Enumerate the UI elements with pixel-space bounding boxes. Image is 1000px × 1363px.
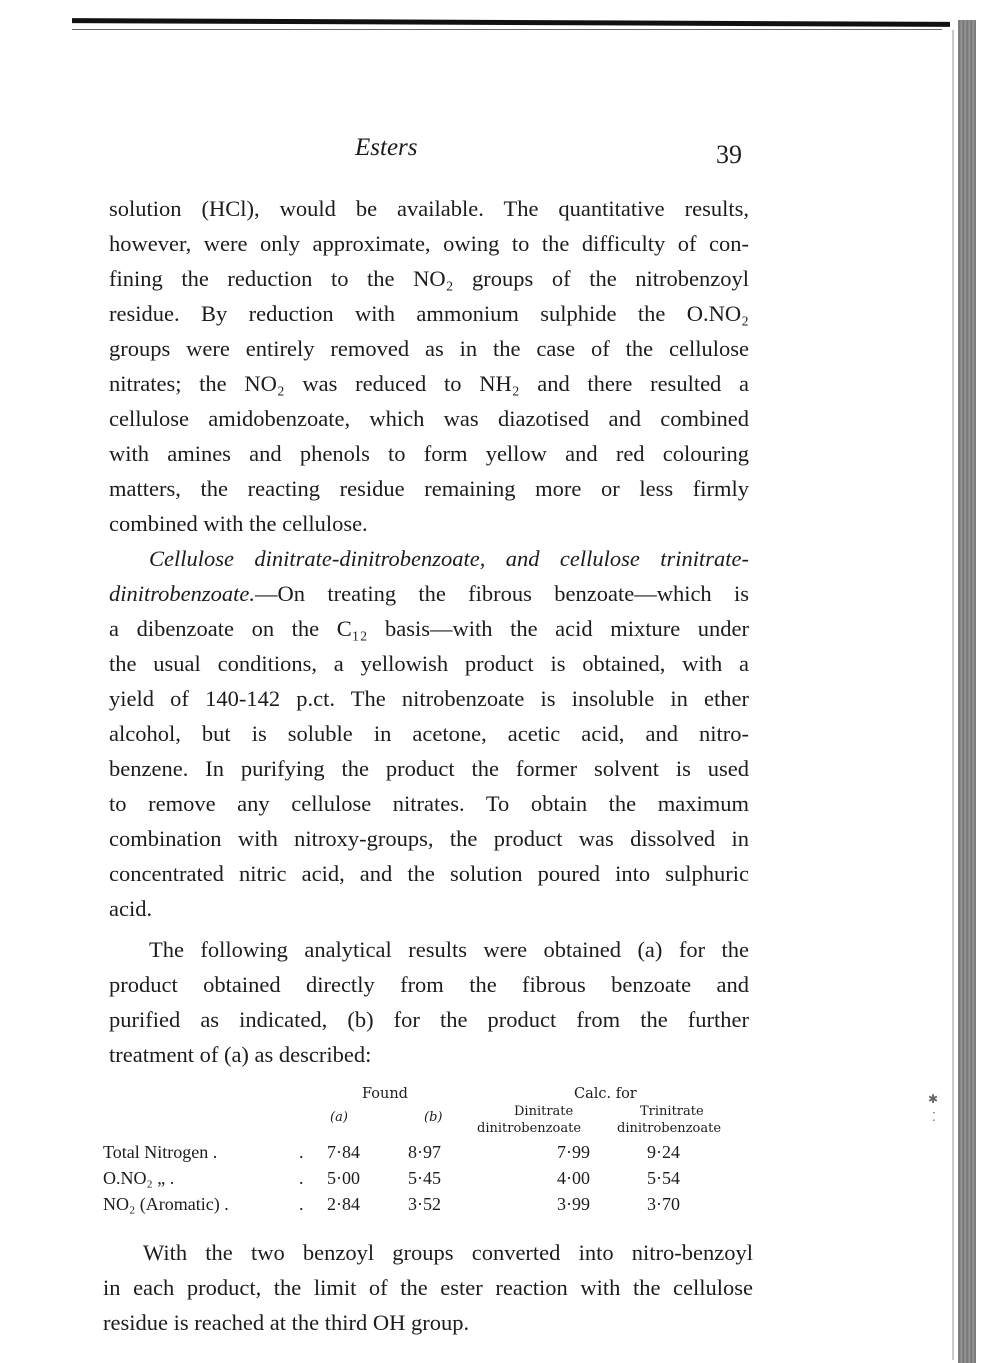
calc-header: Calc. for bbox=[574, 1086, 637, 1102]
scan-speck: ✱ bbox=[928, 1092, 939, 1106]
text-line: With the two benzoyl groups converted into nitro-benzoyl bbox=[143, 1240, 753, 1265]
found-header: Found bbox=[362, 1086, 408, 1102]
value-c: 4·00 bbox=[557, 1168, 590, 1188]
book-spine bbox=[958, 20, 976, 1363]
value-d: 3·70 bbox=[647, 1194, 680, 1214]
paragraph-2 bbox=[109, 541, 749, 926]
value-d: 9·24 bbox=[647, 1142, 680, 1162]
page-number: 39 bbox=[716, 140, 742, 169]
text-line: to remove any cellulose nitrates. To obtain the maximum bbox=[109, 791, 749, 816]
text-line: fining the reduction to the NO₂ groups of the nitrobenzoyl bbox=[109, 266, 749, 291]
text-line: alcohol, but is soluble in acetone, acetic acid, and nitro- bbox=[109, 721, 749, 746]
column-a-header: (a) bbox=[330, 1110, 348, 1125]
section-heading: Cellulose dinitrate-dinitrobenzoate, and cellulose trinitrate- bbox=[149, 546, 749, 571]
row-label: NO₂ (Aromatic) . bbox=[103, 1194, 229, 1214]
paragraph-1 bbox=[109, 191, 749, 541]
column-c-subheader: dinitrobenzoate bbox=[477, 1121, 582, 1136]
value-c: 7·99 bbox=[557, 1142, 590, 1162]
column-d-header: Trinitrate bbox=[640, 1104, 704, 1119]
column-c-header: Dinitrate bbox=[514, 1104, 574, 1119]
text-line: benzene. In purifying the product the former solvent is used bbox=[109, 756, 749, 781]
body-text bbox=[109, 191, 749, 1072]
text-line: matters, the reacting residue remaining more or less firmly bbox=[109, 476, 749, 501]
top-rule bbox=[72, 18, 950, 27]
table-row bbox=[103, 1142, 753, 1168]
text-line: combined with the cellulose. bbox=[109, 511, 368, 536]
text-line: purified as indicated, (b) for the product from the further bbox=[109, 1007, 749, 1032]
text-line bbox=[109, 576, 749, 611]
value-a: 5·00 bbox=[327, 1168, 360, 1188]
table-row bbox=[103, 1194, 753, 1220]
text-line: however, were only approximate, owing to the difficulty of con- bbox=[109, 231, 749, 256]
row-label: O.NO₂ „ . bbox=[103, 1168, 175, 1188]
section-heading-cont: dinitrobenzoate. bbox=[109, 581, 256, 606]
text-span: —On treating the fibrous benzoate—which is bbox=[255, 581, 749, 606]
row-label: Total Nitrogen . bbox=[103, 1142, 218, 1162]
text-line: solution (HCl), would be available. The quantitative results, bbox=[109, 196, 749, 221]
text-line: residue. By reduction with ammonium sulphide the O.NO₂ bbox=[109, 301, 749, 326]
row-dot: . bbox=[299, 1168, 304, 1188]
text-line: combination with nitroxy-groups, the product was dissolved in bbox=[109, 826, 749, 851]
value-b: 5·45 bbox=[408, 1168, 441, 1188]
text-line: a dibenzoate on the C₁₂ basis—with the acid mixture under bbox=[109, 616, 749, 641]
value-b: 3·52 bbox=[408, 1194, 441, 1214]
text-line: acid. bbox=[109, 896, 153, 921]
row-dot: . bbox=[299, 1194, 304, 1214]
column-b-header: (b) bbox=[424, 1110, 443, 1125]
text-line: yield of 140-142 p.ct. The nitrobenzoate is insoluble in ether bbox=[109, 686, 749, 711]
text-line: groups were entirely removed as in the case of the cellulose bbox=[109, 336, 749, 361]
text-line: cellulose amidobenzoate, which was diazotised and combined bbox=[109, 406, 749, 431]
running-head: Esters bbox=[355, 134, 418, 161]
paragraph-4 bbox=[103, 1235, 753, 1340]
text-line: residue is reached at the third OH group. bbox=[103, 1310, 470, 1335]
value-a: 7·84 bbox=[327, 1142, 360, 1162]
text-line: nitrates; the NO₂ was reduced to NH₂ and there resulted a bbox=[109, 371, 749, 396]
value-a: 2·84 bbox=[327, 1194, 360, 1214]
value-b: 8·97 bbox=[408, 1142, 441, 1162]
table-row bbox=[103, 1168, 753, 1194]
value-c: 3·99 bbox=[557, 1194, 590, 1214]
text-line: concentrated nitric acid, and the solution poured into sulphuric bbox=[109, 861, 749, 886]
text-line: treatment of (a) as described: bbox=[109, 1042, 372, 1067]
column-d-subheader: dinitrobenzoate bbox=[617, 1121, 722, 1136]
scan-speck: ⁚ bbox=[932, 1110, 936, 1124]
page-edge bbox=[952, 30, 954, 1360]
value-d: 5·54 bbox=[647, 1168, 680, 1188]
text-line: The following analytical results were obtained (a) for the bbox=[149, 937, 749, 962]
row-dot: . bbox=[299, 1142, 304, 1162]
text-line: product obtained directly from the fibrous benzoate and bbox=[109, 972, 749, 997]
text-line: in each product, the limit of the ester reaction with the cellulose bbox=[103, 1275, 753, 1300]
top-rule-thin bbox=[72, 29, 942, 30]
text-line: the usual conditions, a yellowish product is obtained, with a bbox=[109, 651, 749, 676]
paragraph-3 bbox=[109, 932, 749, 1072]
text-line: with amines and phenols to form yellow and red colouring bbox=[109, 441, 749, 466]
